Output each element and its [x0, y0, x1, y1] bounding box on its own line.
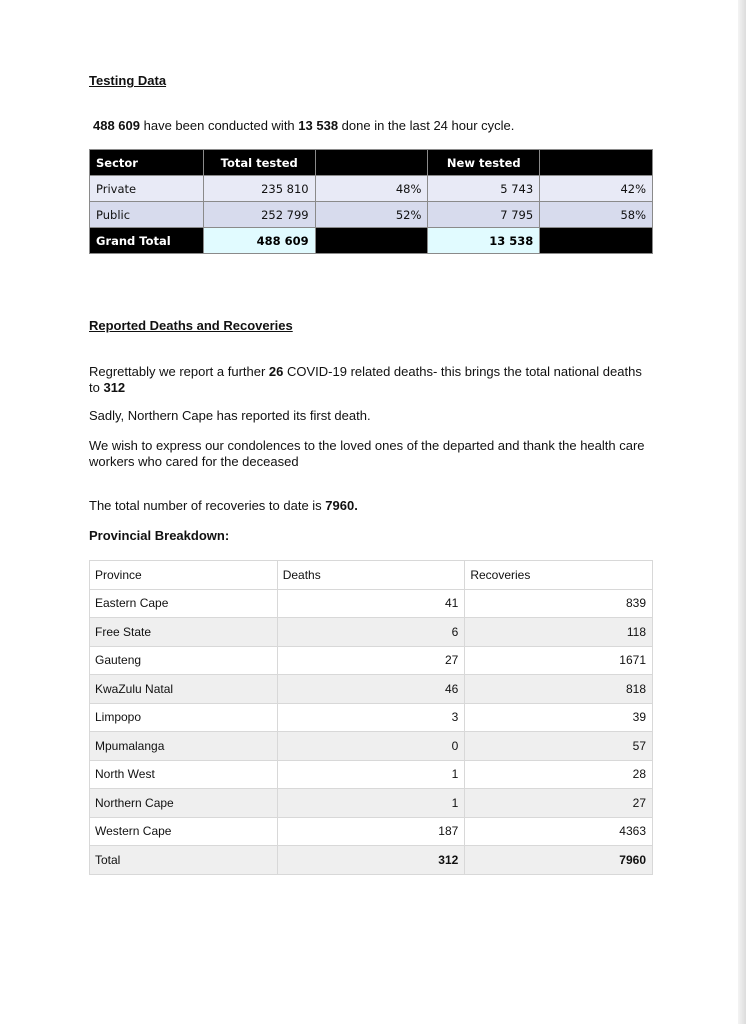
- table-row: [90, 789, 653, 818]
- deaths-cell: 27: [277, 646, 465, 675]
- value-cell: 5 743: [428, 176, 540, 202]
- deaths-cell: 3: [277, 703, 465, 732]
- provincial-breakdown-label: Provincial Breakdown:: [89, 528, 230, 543]
- deaths-paragraph: Regrettably we report a further 26 COVID-19 related deaths- this brings the total national deaths to 312: [89, 364, 642, 395]
- recoveries-cell: 7960: [465, 846, 653, 875]
- table-row: [90, 202, 653, 228]
- tests-24h-value: 13 538: [298, 118, 339, 133]
- header-cell: Deaths: [277, 561, 465, 590]
- grand-total-label: Grand Total: [90, 228, 204, 254]
- table-row: [90, 176, 653, 202]
- header-cell: Total tested: [203, 150, 315, 176]
- header-cell: Province: [90, 561, 278, 590]
- table-row: [90, 646, 653, 675]
- province-cell: Limpopo: [90, 703, 278, 732]
- grand-total-new: 13 538: [428, 228, 540, 254]
- recoveries-cell: 57: [465, 732, 653, 761]
- province-cell: Free State: [90, 618, 278, 647]
- total-deaths-value: 312: [103, 380, 126, 395]
- new-deaths-value: 26: [268, 364, 284, 379]
- recoveries-cell: 839: [465, 589, 653, 618]
- percent-cell: 52%: [315, 202, 428, 228]
- percent-cell: 58%: [540, 202, 653, 228]
- header-cell: Sector: [90, 150, 204, 176]
- recoveries-value: 7960.: [325, 498, 358, 513]
- deaths-cell: 6: [277, 618, 465, 647]
- deaths-recoveries-heading: Reported Deaths and Recoveries: [89, 318, 293, 333]
- provincial-table-header: [90, 561, 653, 590]
- recoveries-paragraph: The total number of recoveries to date is 7960.: [89, 498, 358, 513]
- value-cell: 7 795: [428, 202, 540, 228]
- grand-total-row: [90, 228, 653, 254]
- total-row: [90, 846, 653, 875]
- header-cell: [540, 150, 653, 176]
- deaths-cell: 46: [277, 675, 465, 704]
- deaths-cell: 0: [277, 732, 465, 761]
- value-cell: 235 810: [203, 176, 315, 202]
- province-cell: North West: [90, 760, 278, 789]
- header-cell: Recoveries: [465, 561, 653, 590]
- table-row: [90, 703, 653, 732]
- deaths-cell: 187: [277, 817, 465, 846]
- recoveries-cell: 118: [465, 618, 653, 647]
- recoveries-cell: 28: [465, 760, 653, 789]
- testing-summary: 488 609 have been conducted with 13 538 done in the last 24 hour cycle.: [93, 118, 515, 133]
- table-row: [90, 618, 653, 647]
- percent-cell: 48%: [315, 176, 428, 202]
- province-cell: Western Cape: [90, 817, 278, 846]
- deaths-cell: 312: [277, 846, 465, 875]
- table-row: [90, 589, 653, 618]
- province-cell: Eastern Cape: [90, 589, 278, 618]
- percent-cell: 42%: [540, 176, 653, 202]
- header-cell: New tested: [428, 150, 540, 176]
- table-row: [90, 760, 653, 789]
- province-cell: Northern Cape: [90, 789, 278, 818]
- recoveries-cell: 1671: [465, 646, 653, 675]
- deaths-cell: 1: [277, 760, 465, 789]
- sector-cell: Private: [90, 176, 204, 202]
- province-cell: Total: [90, 846, 278, 875]
- recoveries-cell: 39: [465, 703, 653, 732]
- province-cell: Gauteng: [90, 646, 278, 675]
- deaths-cell: 41: [277, 589, 465, 618]
- table-row: [90, 817, 653, 846]
- recoveries-cell: 4363: [465, 817, 653, 846]
- condolences-paragraph: We wish to express our condolences to the loved ones of the departed and thank the health care workers who cared for the deceased: [89, 438, 645, 469]
- recoveries-cell: 818: [465, 675, 653, 704]
- recoveries-cell: 27: [465, 789, 653, 818]
- page-edge: [738, 0, 746, 1024]
- sector-cell: Public: [90, 202, 204, 228]
- province-cell: Mpumalanga: [90, 732, 278, 761]
- table-row: [90, 675, 653, 704]
- testing-table: [89, 149, 653, 254]
- northern-cape-paragraph: Sadly, Northern Cape has reported its first death.: [89, 408, 371, 423]
- value-cell: 252 799: [203, 202, 315, 228]
- provincial-table: [89, 560, 653, 875]
- empty-cell: [540, 228, 653, 254]
- total-tests-value: 488 609: [93, 118, 140, 133]
- testing-data-heading: Testing Data: [89, 73, 167, 88]
- grand-total-tested: 488 609: [203, 228, 315, 254]
- header-cell: [315, 150, 428, 176]
- empty-cell: [315, 228, 428, 254]
- province-cell: KwaZulu Natal: [90, 675, 278, 704]
- deaths-cell: 1: [277, 789, 465, 818]
- table-row: [90, 732, 653, 761]
- testing-table-header: [90, 150, 653, 176]
